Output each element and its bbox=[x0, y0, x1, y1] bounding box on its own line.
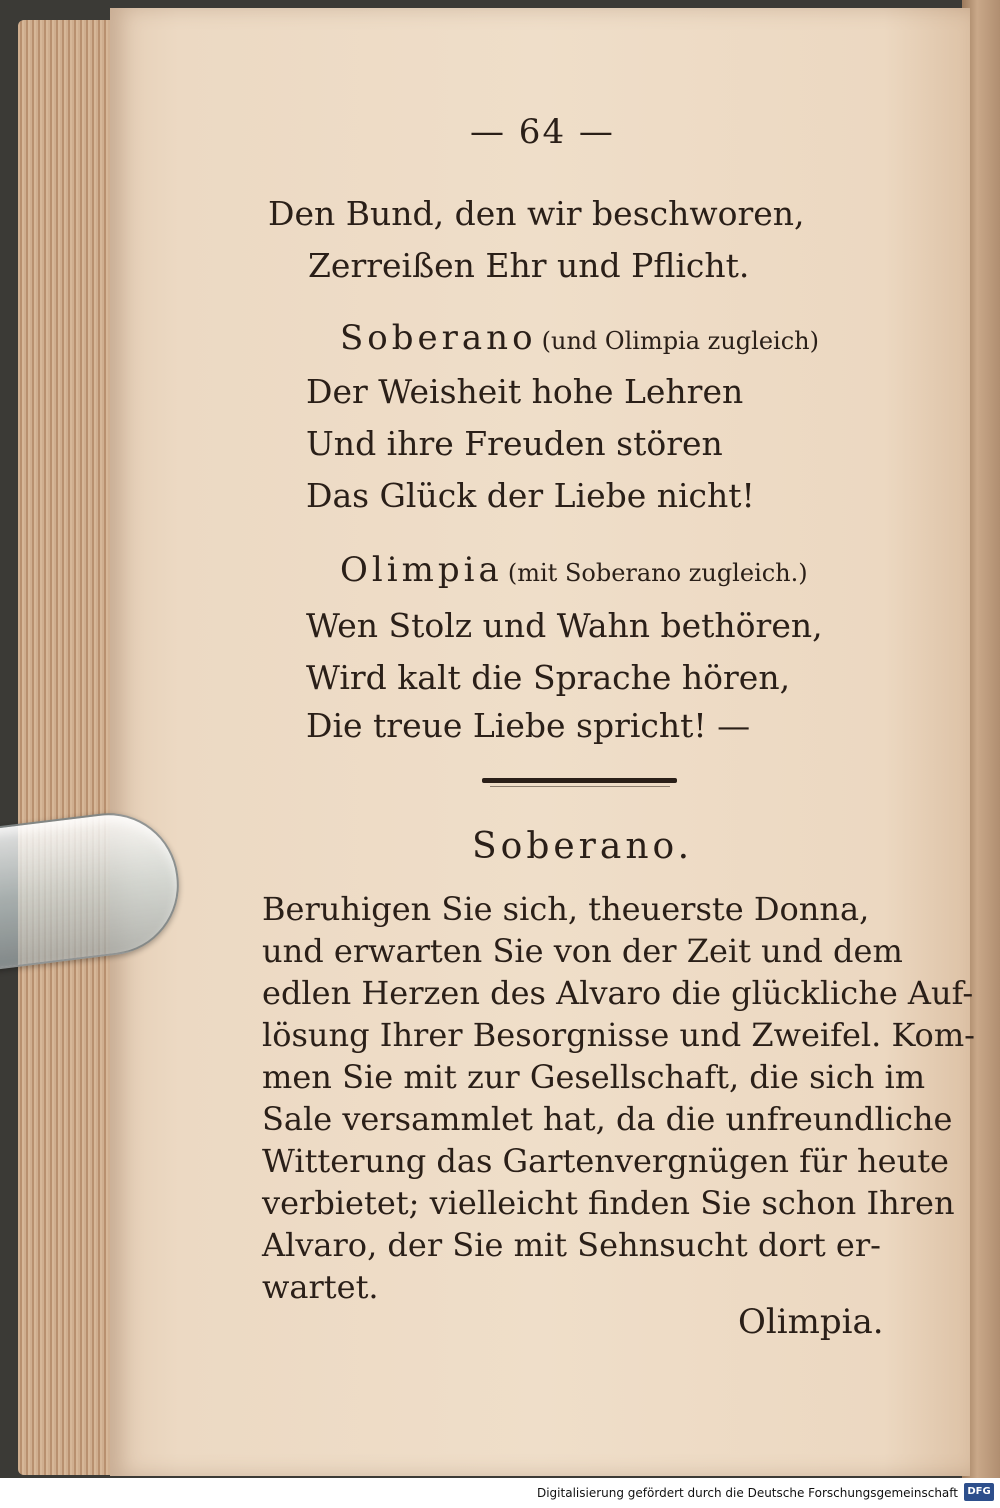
dfg-logo-icon: DFG bbox=[964, 1483, 994, 1501]
prose-line: Sale versammlet hat, da die unfreundliche bbox=[262, 1100, 953, 1138]
speaker-heading bbox=[340, 318, 819, 358]
speaker-name: Olimpia bbox=[340, 550, 503, 590]
speaker-name: Soberano bbox=[340, 318, 537, 358]
verse-line: Das Glück der Liebe nicht! bbox=[306, 476, 755, 515]
section-divider-thin bbox=[490, 786, 670, 787]
verse-line: Wen Stolz und Wahn bethören, bbox=[306, 606, 823, 645]
speaker-heading: Olimpia. bbox=[738, 1302, 884, 1342]
verse-line: Wird kalt die Sprache hören, bbox=[306, 658, 791, 697]
prose-line: Witterung das Gartenvergnügen für heute bbox=[262, 1142, 949, 1180]
speaker-heading bbox=[340, 550, 808, 590]
footer-bar bbox=[0, 1478, 1000, 1508]
verse-line: Die treue Liebe spricht! — bbox=[306, 706, 751, 745]
prose-line: Alvaro, der Sie mit Sehnsucht dort er- bbox=[262, 1226, 881, 1264]
funding-credit: Digitalisierung gefördert durch die Deutsche Forschungsgemeinschaft bbox=[536, 1486, 958, 1500]
section-divider bbox=[482, 778, 677, 783]
speaker-heading: Soberano. bbox=[472, 826, 694, 867]
verse-line: Und ihre Freuden stören bbox=[306, 424, 723, 463]
verse-line: Der Weisheit hohe Lehren bbox=[306, 372, 744, 411]
prose-line: men Sie mit zur Gesellschaft, die sich im bbox=[262, 1058, 926, 1096]
prose-line: wartet. bbox=[262, 1268, 379, 1306]
prose-line: verbietet; vielleicht finden Sie schon Ihren bbox=[262, 1184, 955, 1222]
page-number: — 64 — bbox=[470, 112, 615, 152]
prose-line: Beruhigen Sie sich, theuerste Donna, bbox=[262, 890, 870, 928]
verse-line: Den Bund, den wir beschworen, bbox=[268, 194, 805, 233]
prose-line: edlen Herzen des Alvaro die glückliche Auf- bbox=[262, 974, 974, 1012]
verse-line: Zerreißen Ehr und Pflicht. bbox=[308, 246, 750, 285]
prose-line: und erwarten Sie von der Zeit und dem bbox=[262, 932, 903, 970]
prose-line: lösung Ihrer Besorgnisse und Zweifel. Kom- bbox=[262, 1016, 975, 1054]
stage-direction: (mit Soberano zugleich.) bbox=[507, 559, 808, 587]
stage-direction: (und Olimpia zugleich) bbox=[541, 327, 819, 355]
